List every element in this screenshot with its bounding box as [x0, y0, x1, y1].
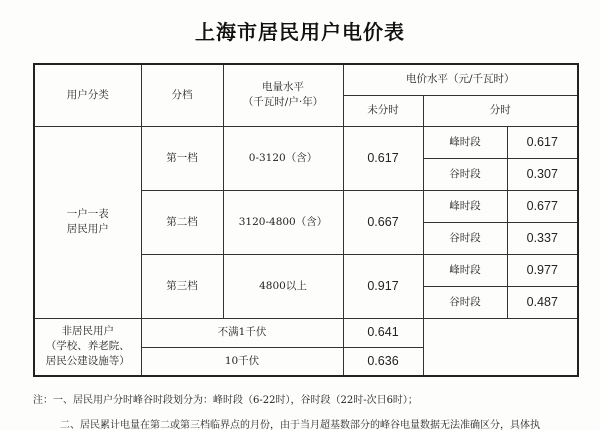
tier-range: 0-3120（含） [223, 126, 343, 190]
page-title: 上海市居民用户电价表 [195, 20, 405, 44]
header-price-level: 电价水平（元/千瓦时） [343, 64, 578, 95]
voltage-level: 不满1千伏 [141, 318, 343, 347]
tier-range: 3120-4800（含） [223, 190, 343, 254]
voltage-level: 10千伏 [141, 347, 343, 376]
period-price: 0.307 [507, 158, 578, 190]
residential-label-line1: 一户一表 [66, 208, 109, 220]
tier-name: 第三档 [141, 254, 223, 318]
non-residential-label-line2: （学校、养老院、 [45, 340, 130, 353]
residential-label-line2: 居民用户 [66, 223, 109, 235]
period-price: 0.337 [507, 222, 578, 254]
non-residential-label [34, 318, 141, 376]
tier-name: 第二档 [141, 190, 223, 254]
period-name: 谷时段 [423, 222, 507, 254]
tier-range: 4800以上 [223, 254, 343, 318]
period-price: 0.977 [507, 254, 578, 286]
period-name: 谷时段 [423, 158, 507, 190]
header-usage [223, 64, 343, 126]
empty-tou-cell [423, 318, 578, 376]
period-price: 0.617 [507, 126, 578, 158]
tier-name: 第一档 [141, 126, 223, 190]
period-name: 峰时段 [423, 126, 507, 158]
header-non-tou: 未分时 [343, 95, 423, 126]
header-tier: 分档 [141, 64, 223, 126]
period-price: 0.677 [507, 190, 578, 222]
period-name: 峰时段 [423, 254, 507, 286]
period-name: 谷时段 [423, 286, 507, 318]
tier-flat-price: 0.617 [343, 126, 423, 190]
note-1: 注：一、居民用户分时峰谷时段划分为：峰时段（6-22时），谷时段（22时-次日6时）； [33, 395, 418, 406]
header-tou: 分时 [423, 95, 578, 126]
header-category: 用户分类 [34, 64, 141, 126]
non-residential-price: 0.641 [343, 318, 423, 347]
non-residential-label-line3: 居民公建设施等） [45, 355, 130, 368]
residential-label [34, 126, 141, 318]
header-usage-line2: （千瓦时/户·年） [242, 96, 324, 109]
header-usage-line1: 电量水平 [262, 81, 304, 94]
tier-flat-price: 0.917 [343, 254, 423, 318]
period-name: 峰时段 [423, 190, 507, 222]
electricity-price-table [33, 63, 579, 377]
period-price: 0.487 [507, 286, 578, 318]
non-residential-label-line1: 非居民用户 [61, 325, 114, 338]
note-2: 二、居民累计电量在第二或第三档临界点的月份，由于当月超基数部分的峰谷电量数据无法准确区分，具体执 [60, 420, 540, 430]
non-residential-price: 0.636 [343, 347, 423, 376]
tier-flat-price: 0.667 [343, 190, 423, 254]
